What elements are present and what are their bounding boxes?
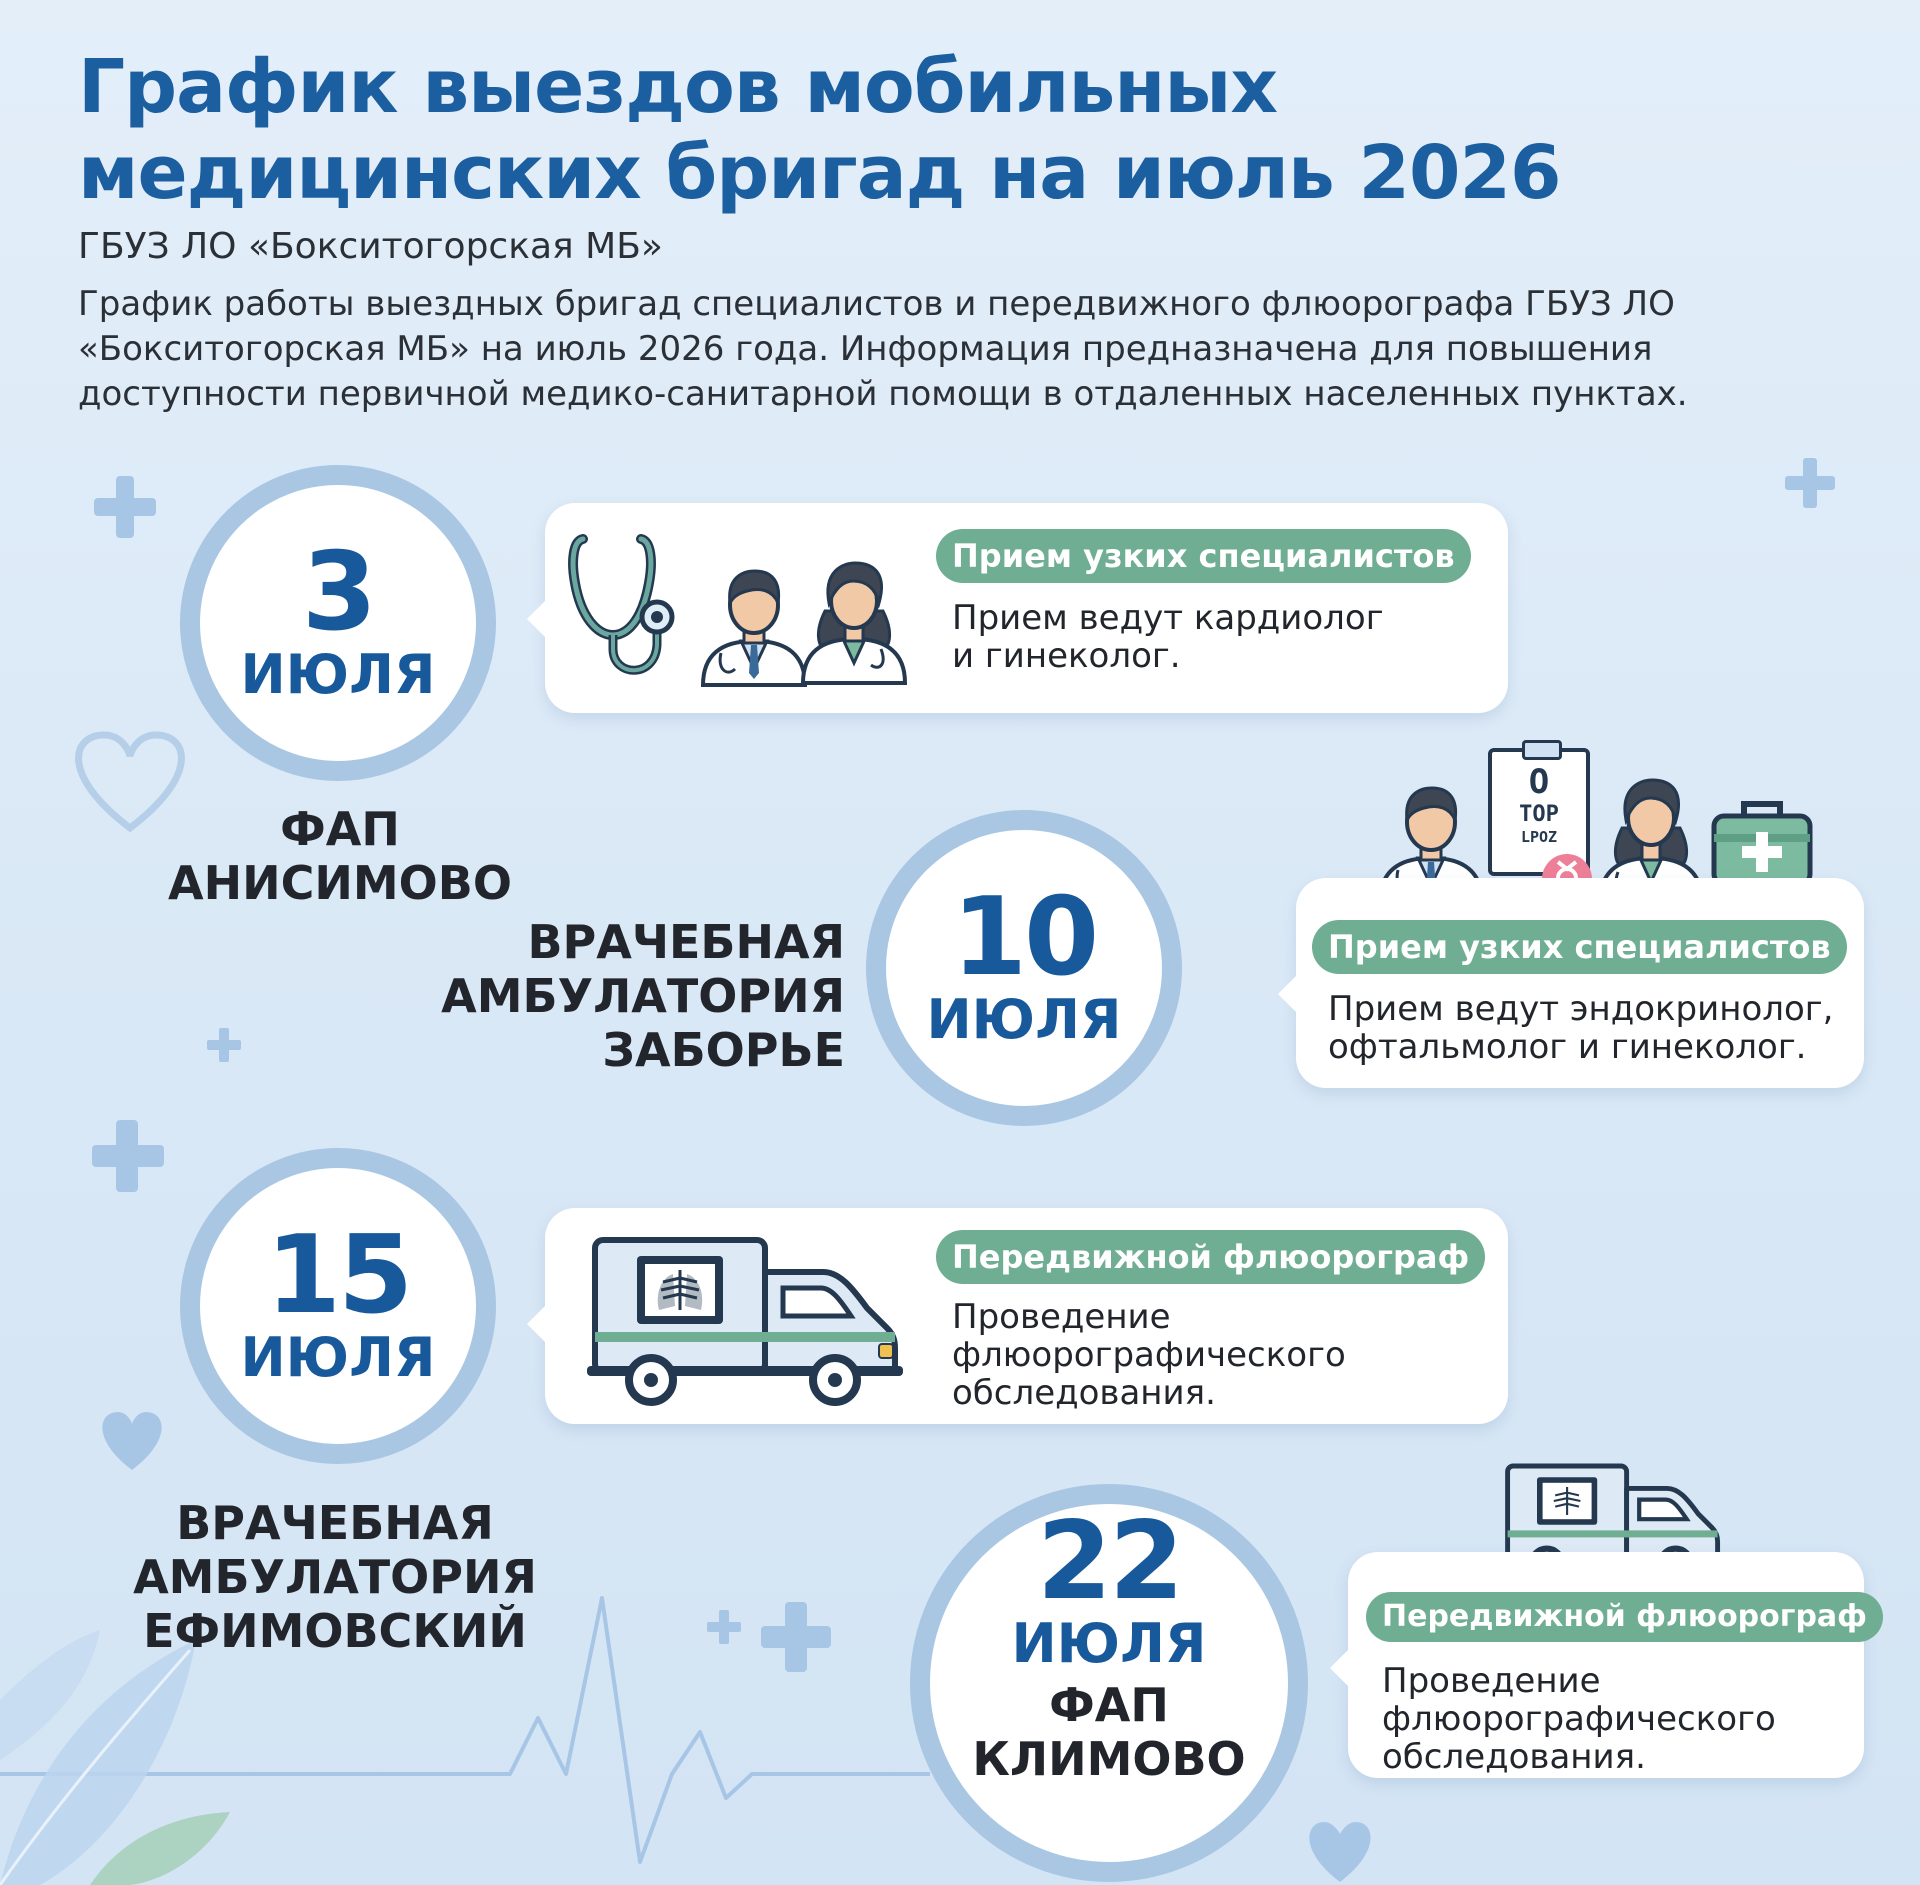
details-line: флюорографического <box>952 1335 1346 1375</box>
details-line: Проведение <box>952 1297 1171 1337</box>
date-day: 22 <box>1036 1499 1182 1624</box>
service-badge: Прием узких специалистов <box>1312 920 1847 974</box>
service-card <box>1296 878 1864 1088</box>
heart-icon <box>1309 1822 1370 1882</box>
details-line: офтальмолог и гинеколог. <box>1328 1027 1807 1067</box>
female-doctor-icon <box>799 551 909 685</box>
service-details <box>952 1298 1346 1412</box>
service-details <box>1328 990 1833 1066</box>
date-circle <box>910 1484 1308 1882</box>
date-month: ИЮЛЯ <box>240 1326 436 1389</box>
location-line: ЕФИМОВСКИЙ <box>143 1604 527 1658</box>
eye-chart-row: LPOZ <box>1520 828 1558 846</box>
service-details <box>952 599 1384 675</box>
location-line: ВРАЧЕБНАЯ <box>527 915 845 969</box>
heart-icon <box>102 1412 161 1470</box>
service-badge: Передвижной флюорограф <box>1366 1592 1883 1642</box>
service-card <box>545 1208 1508 1424</box>
details-line: обследования. <box>1382 1737 1646 1777</box>
details-line: Проведение <box>1382 1661 1601 1701</box>
details-line: обследования. <box>952 1373 1216 1413</box>
location-line: ЗАБОРЬЕ <box>602 1023 845 1077</box>
date-month: ИЮЛЯ <box>1011 1612 1207 1675</box>
plus-icon <box>94 476 156 538</box>
plus-icon <box>207 1028 241 1062</box>
date-day: 10 <box>951 875 1097 1000</box>
page-title: График выездов мобильных медицинских бригад на июль 2026 <box>78 44 1561 216</box>
location-line: АМБУЛАТОРИЯ <box>441 969 845 1023</box>
details-line: Прием ведут эндокринолог, <box>1328 989 1834 1029</box>
date-day: 3 <box>301 530 375 655</box>
location-line: АНИСИМОВО <box>168 856 512 910</box>
service-card <box>545 503 1508 713</box>
eye-chart-row: TOP <box>1519 802 1559 827</box>
details-line: Прием ведут кардиолог <box>952 598 1384 638</box>
details-line: флюорографического <box>1382 1699 1776 1739</box>
details-line: и гинеколог. <box>952 636 1181 676</box>
date-month: ИЮЛЯ <box>926 988 1122 1051</box>
date-month: ИЮЛЯ <box>240 643 436 706</box>
location-name <box>972 1678 1245 1786</box>
plus-icon <box>1785 458 1835 508</box>
location-name <box>360 915 845 1077</box>
organization-name: ГБУЗ ЛО «Бокситогорская МБ» <box>78 226 663 267</box>
page-description: График работы выездных бригад специалистов и передвижного флюорографа ГБУЗ ЛО «Бокситогорская МБ» на июль 2026 года. Информация предназначена для повышения доступности первичной медико-санитарной помощи в отдаленных населенных пунктах. <box>78 284 1688 414</box>
plus-icon <box>707 1610 741 1644</box>
service-details <box>1382 1662 1776 1776</box>
xray-truck-icon <box>587 1232 907 1408</box>
service-badge: Прием узких специалистов <box>936 529 1471 583</box>
plus-icon <box>92 1120 164 1192</box>
location-line: ФАП <box>1049 1678 1169 1732</box>
location-line: ФАП <box>280 802 400 856</box>
service-badge: Передвижной флюорограф <box>936 1230 1485 1284</box>
date-circle <box>866 810 1182 1126</box>
date-day: 15 <box>265 1213 411 1338</box>
location-line: АМБУЛАТОРИЯ <box>133 1550 537 1604</box>
date-circle <box>180 465 496 781</box>
eye-chart-row: O <box>1528 762 1550 802</box>
leaves-icon <box>0 1630 230 1885</box>
location-line: КЛИМОВО <box>972 1732 1246 1786</box>
location-name <box>110 1496 560 1658</box>
male-doctor-icon <box>699 561 809 687</box>
service-card <box>1348 1552 1867 1778</box>
medical-kit-icon <box>1710 798 1814 888</box>
location-line: ВРАЧЕБНАЯ <box>176 1496 494 1550</box>
stethoscope-icon <box>567 531 677 691</box>
clipboard-clip <box>1522 740 1562 760</box>
location-name <box>140 802 540 910</box>
plus-icon <box>761 1602 831 1672</box>
date-circle <box>180 1148 496 1464</box>
